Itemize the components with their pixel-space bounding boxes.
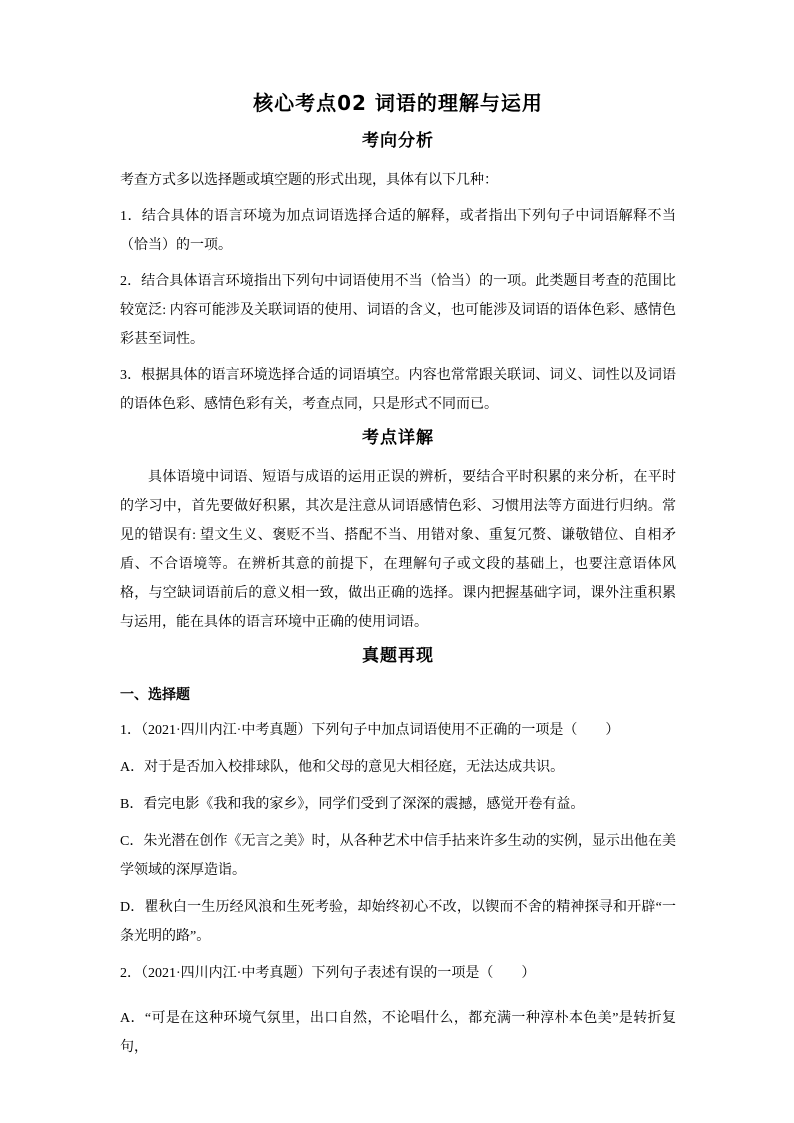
subheading-multiple-choice: 一、选择题 <box>120 687 190 703</box>
section-heading-key-point-explanation: 考点详解 <box>362 428 434 448</box>
analysis-item-1: 1．结合具体的语言环境为加点词语选择合适的解释，或者指出下列句子中词语解释不当（恰当）的一项。 <box>120 209 676 253</box>
analysis-intro-paragraph: 考查方式多以选择题或填空题的形式出现，具体有以下几种： <box>120 173 498 188</box>
question-2-stem: 2．（2021·四川内江·中考真题）下列句子表述有误的一项是（ ） <box>120 966 536 981</box>
question-1-stem: 1．（2021·四川内江·中考真题）下列句子中加点词语使用不正确的一项是（ ） <box>120 723 620 738</box>
question-2-option-a: A．“可是在这种环境气氛里，出口自然，不论唱什么，都充满一种淳朴本色美”是转折复句， <box>120 1011 676 1055</box>
question-1-option-b: B．看完电影《我和我的家乡》，同学们受到了深深的震撼，感觉开卷有益。 <box>120 797 585 812</box>
question-1-option-d: D．瞿秋白一生历经风浪和生死考验，却始终初心不改，以锲而不舍的精神探寻和开辟“一条光明的路”。 <box>120 900 676 944</box>
section-heading-exam-direction-analysis: 考向分析 <box>362 131 434 151</box>
question-1-option-c: C．朱光潜在创作《无言之美》时，从各种艺术中信手拈来许多生动的实例，显示出他在美学领域的深厚造诣。 <box>120 834 676 878</box>
analysis-item-2: 2．结合具体语言环境指出下列句中词语使用不当（恰当）的一项。此类题目考查的范围比较宽泛: 内容可能涉及关联词语的使用、词语的含义，也可能涉及词语的语体色彩、感情色彩甚至词性。 <box>120 274 676 347</box>
document-title: 核心考点02 词语的理解与运用 <box>253 91 543 115</box>
detail-body-paragraph: 具体语境中词语、短语与成语的运用正误的辨析，要结合平时积累的来分析，在平时的学习中，首先要做好积累，其次是注意从词语感情色彩、习惯用法等方面进行归纳。常见的错误有: 望文生义、褒贬不当、搭配不当、用错对象、重复冗赘、谦敬错位、自相矛盾、不合语境等。在辨析其意的前提下，在理解句子或文段的基础上，也要注意语体风格，与空缺词语前后的意义相一致，做出正确的选择。课内把握基础字词，课外注重积累与运用，能在具体的语言环境中正确的使用词语。 <box>120 470 676 630</box>
section-heading-real-exam-questions: 真题再现 <box>362 646 434 666</box>
question-1-option-a: A．对于是否加入校排球队，他和父母的意见大相径庭，无法达成共识。 <box>120 760 565 775</box>
analysis-item-3: 3．根据具体的语言环境选择合适的词语填空。内容也常常跟关联词、词义、词性以及词语的语体色彩、感情色彩有关，考查点同，只是形式不同而已。 <box>120 368 676 412</box>
